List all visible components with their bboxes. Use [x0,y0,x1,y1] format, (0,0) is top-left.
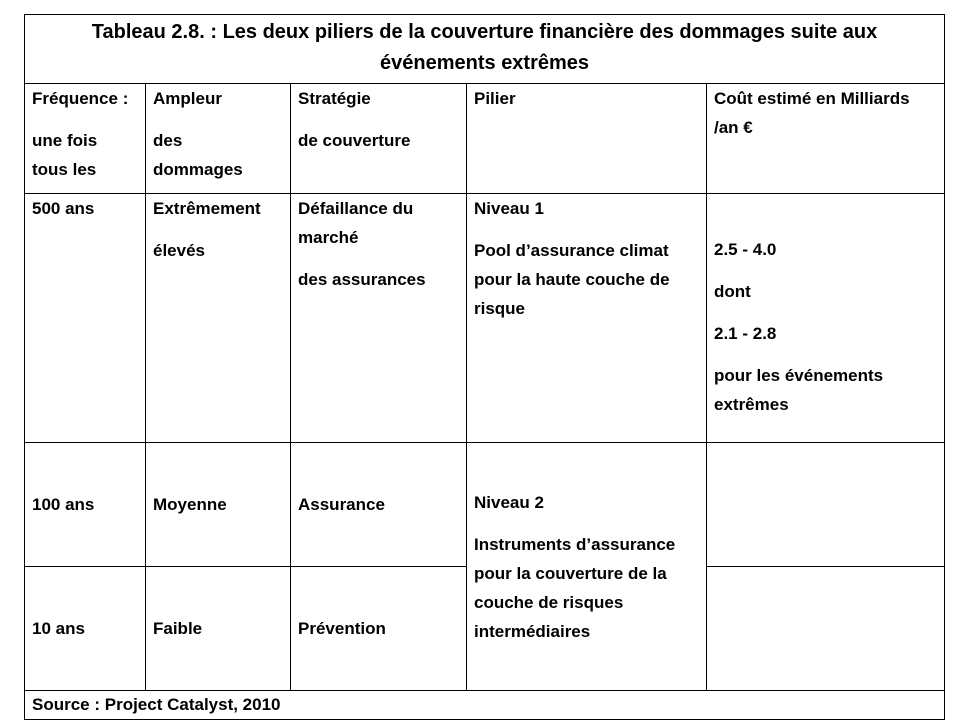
cell-strategie: Prévention [291,567,467,691]
cell-ampleur: Faible [146,567,291,691]
cell-text: Pool d’assurance climat [474,241,669,260]
cell-cout [707,194,945,443]
header-pilier [467,84,707,194]
cell-cout [707,567,945,691]
header-text: de couverture [298,131,411,150]
table-row [25,194,945,443]
cell-text: risque [474,299,526,318]
cell-text: marché [298,228,359,247]
header-text: dommages [153,160,243,179]
financial-coverage-table [24,14,945,720]
cell-strategie: Assurance [291,443,467,567]
header-strategie [291,84,467,194]
cell-ampleur: Moyenne [146,443,291,567]
cell-text: Extrêmement [153,199,261,218]
cell-text: Niveau 2 [474,492,544,512]
header-text: Stratégie [298,89,371,108]
cell-frequence: 100 ans [25,443,146,567]
header-text: tous les [32,160,97,179]
cell-frequence [25,194,146,443]
table-row [25,443,945,567]
header-text: Coût estimé en Milliards [714,89,910,108]
header-text: Pilier [474,89,516,108]
cell-text: 500 ans [32,199,95,218]
cell-text: Instruments d’assurance [474,534,676,554]
table-title: Tableau 2.8. : Les deux piliers de la couverture financière des dommages suite aux événements extrêmes [25,15,945,84]
cell-text: des assurances [298,270,426,289]
header-text: Fréquence : [32,89,129,108]
header-text: des [153,131,183,150]
header-frequence [25,84,146,194]
cell-text: pour les événements [714,366,884,385]
cell-strategie [291,194,467,443]
cell-text: élevés [153,241,205,260]
cell-text: 2.1 - 2.8 [714,324,777,343]
cell-text: pour la haute couche de [474,270,670,289]
cell-text: dont [714,282,751,301]
cell-ampleur [146,194,291,443]
header-text: une fois [32,131,98,150]
cell-pilier [467,443,707,691]
cell-text: 2.5 - 4.0 [714,240,777,259]
cell-pilier [467,194,707,443]
header-text: /an € [714,118,753,137]
cell-text: couche de risques [474,592,624,612]
cell-text: intermédiaires [474,621,591,641]
cell-text: Niveau 1 [474,199,544,218]
cell-text: extrêmes [714,395,789,414]
header-text: Ampleur [153,89,222,108]
header-ampleur [146,84,291,194]
cell-cout [707,443,945,567]
table-source: Source : Project Catalyst, 2010 [25,691,945,720]
cell-text: pour la couverture de la [474,563,667,583]
cell-text: Défaillance du [298,199,414,218]
cell-frequence: 10 ans [25,567,146,691]
header-cout [707,84,945,194]
